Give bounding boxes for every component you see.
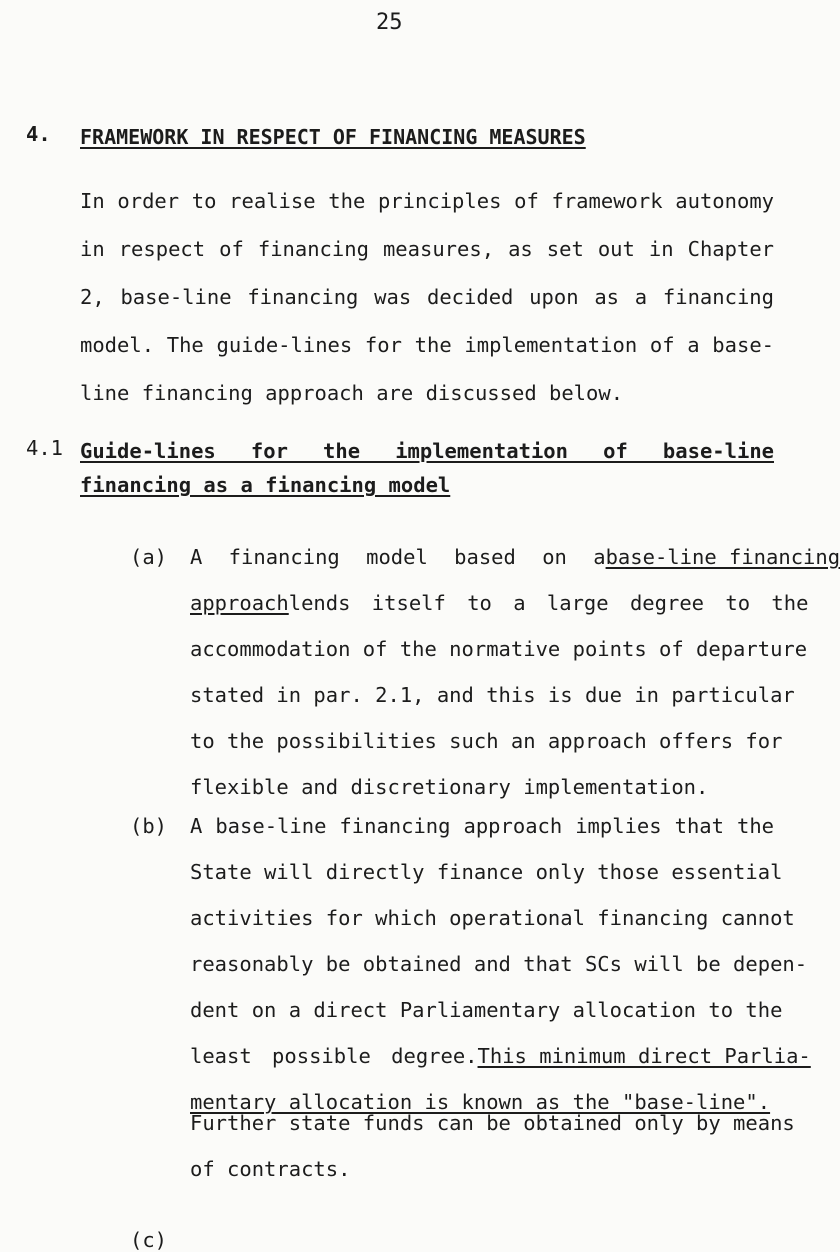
item-b-further-line: of contracts. [190, 1157, 351, 1181]
item-a-line: flexible and discretionary implementation. [190, 775, 709, 799]
page-number: 25 [376, 10, 403, 35]
section-4-intro [80, 186, 774, 408]
item-c-label: (c) [130, 1228, 168, 1252]
item-a-line1-post: lends itself to a large degree to the [288, 591, 809, 615]
item-b-line: activities for which operational financing cannot [190, 906, 795, 930]
section-4-heading: FRAMEWORK IN RESPECT OF FINANCING MEASURES [80, 125, 586, 149]
item-a-line: to the possibilities such an approach offers for [190, 729, 783, 753]
section-4-1-heading-line: Guide-lines for the implementation of base-line [80, 439, 774, 463]
intro-line: model. The guide-lines for the implementation of a base- [80, 333, 774, 357]
section-4-1-heading-line: financing as a financing model [80, 473, 451, 497]
item-a-line0-underlined: base-line financing [605, 545, 840, 569]
item-b-further [190, 1108, 795, 1184]
item-a-line: stated in par. 2.1, and this is due in particular [190, 683, 795, 707]
intro-line: line financing approach are discussed below. [80, 381, 624, 405]
item-b-line: A base-line financing approach implies that the [190, 814, 774, 838]
item-b-line: dent on a direct Parliamentary allocation to the [190, 998, 783, 1022]
item-b-text [190, 811, 811, 1117]
item-a-label: (a) [130, 545, 168, 569]
item-b-further-line: Further state funds can be obtained only by means [190, 1111, 795, 1135]
intro-line: in respect of financing measures, as set out in Chapter [80, 237, 774, 261]
intro-line: 2, base-line financing was decided upon as a financing [80, 285, 774, 309]
intro-line: In order to realise the principles of framework autonomy [80, 189, 774, 213]
item-a-line: accommodation of the normative points of departure [190, 637, 808, 661]
item-b-line: reasonably be obtained and that SCs will be depen- [190, 952, 808, 976]
item-a-line1-underlined: approach [190, 591, 289, 615]
item-b-line5-underlined: This minimum direct Parlia- [477, 1044, 811, 1068]
item-b-label: (b) [130, 814, 168, 838]
item-b-line5-pre: least possible degree. [190, 1044, 478, 1068]
item-a-text [190, 542, 840, 802]
item-b-line: State will directly finance only those essential [190, 860, 783, 884]
section-4-1-number: 4.1 [26, 436, 64, 460]
item-a-line0-pre: A financing model based on a [190, 545, 606, 569]
item-b-line6-underlined: mentary allocation is known as the "base-line". [190, 1090, 771, 1114]
section-4-number: 4. [26, 122, 51, 146]
